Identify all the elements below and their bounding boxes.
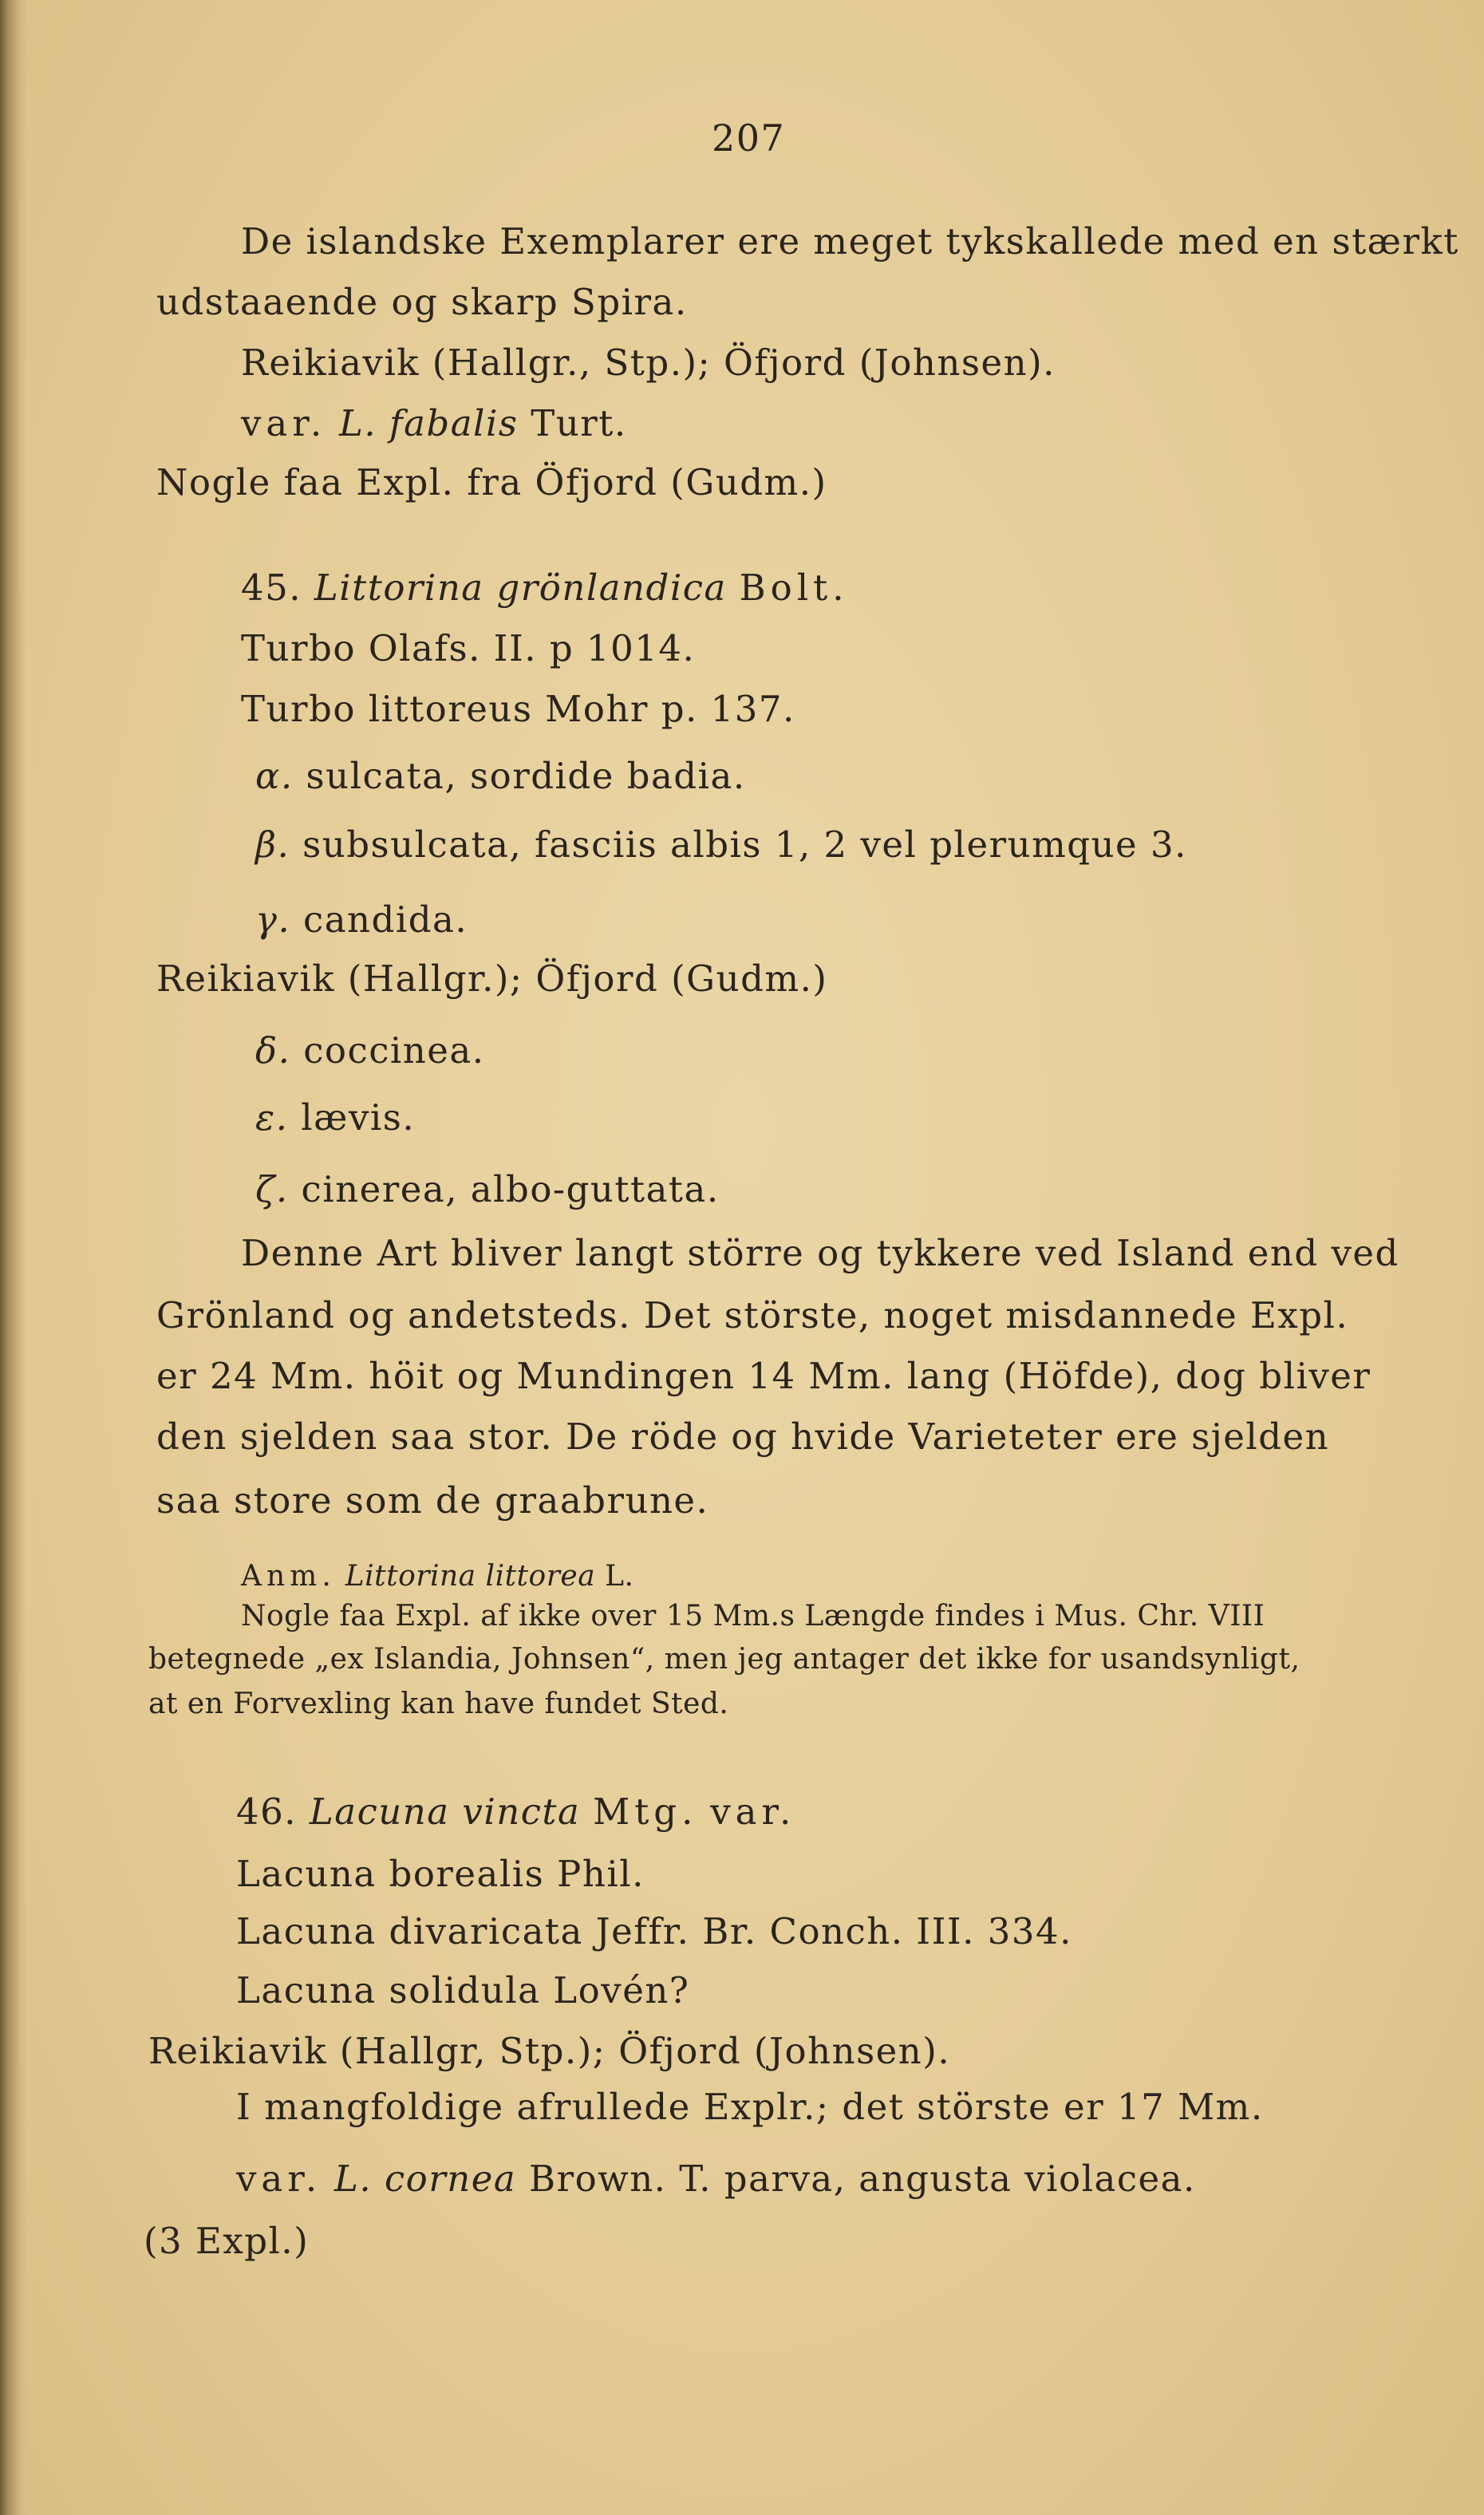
variety-line: γ. candida.	[255, 898, 468, 941]
note-line: betegnede „ex Islandia, Johnsen“, men jeg antager det ikke for usandsynligt,	[148, 1643, 1300, 1676]
page-number: 207	[712, 116, 786, 160]
text-line: De islandske Exemplarer ere meget tykskallede med en stærkt	[241, 220, 1459, 263]
text-line: Reikiavik (Hallgr, Stp.); Öfjord (Johnsen).	[148, 2030, 951, 2072]
text-line: Denne Art bliver langt större og tykkere ved Island end ved	[241, 1232, 1399, 1274]
text-line: saa store som de graabrune.	[156, 1479, 709, 1522]
note-line: at en Forvexling kan have fundet Sted.	[148, 1688, 729, 1720]
variety-line: ζ. cinerea, albo-guttata.	[255, 1168, 720, 1210]
text-line: udstaaende og skarp Spira.	[156, 281, 688, 323]
variety-line: α. sulcata, sordide badia.	[255, 755, 746, 797]
note-line: Nogle faa Expl. af ikke over 15 Mm.s Længde findes i Mus. Chr. VIII	[241, 1600, 1265, 1633]
text-line: Reikiavik (Hallgr.); Öfjord (Gudm.)	[156, 957, 828, 1000]
text-line: Reikiavik (Hallgr., Stp.); Öfjord (Johnsen).	[241, 342, 1056, 384]
text-line: Grönland og andetsteds. Det störste, noget misdannede Expl.	[156, 1294, 1349, 1336]
page-binding-edge	[0, 0, 27, 2515]
note-heading: Anm. Littorina littorea L.	[241, 1560, 634, 1593]
species-heading: 46. Lacuna vincta Mtg. var.	[236, 1791, 796, 1833]
text-line: Lacuna borealis Phil.	[236, 1853, 645, 1895]
text-line: Lacuna solidula Lovén?	[236, 1969, 690, 2012]
text-line: var. L. cornea Brown. T. parva, angusta violacea.	[236, 2158, 1196, 2200]
text-line: var. L. fabalis Turt.	[241, 402, 627, 444]
text-line: I mangfoldige afrullede Explr.; det störste er 17 Mm.	[236, 2086, 1264, 2128]
species-heading: 45. Littorina grönlandica Bolt.	[241, 567, 849, 609]
variety-line: δ. coccinea.	[255, 1029, 485, 1072]
text-line: Turbo Olafs. II. p 1014.	[241, 627, 696, 669]
text-line: Lacuna divaricata Jeffr. Br. Conch. III. 334.	[236, 1910, 1072, 1952]
text-line: Nogle faa Expl. fra Öfjord (Gudm.)	[156, 461, 827, 503]
text-line: den sjelden saa stor. De röde og hvide Varieteter ere sjelden	[156, 1415, 1330, 1458]
text-line: er 24 Mm. höit og Mundingen 14 Mm. lang (Höfde), dog bliver	[156, 1355, 1372, 1397]
variety-line: β. subsulcata, fasciis albis 1, 2 vel plerumque 3.	[255, 823, 1187, 866]
text-line: (3 Expl.)	[144, 2220, 310, 2262]
text-line: Turbo littoreus Mohr p. 137.	[241, 688, 795, 730]
variety-line: ε. lævis.	[255, 1096, 416, 1139]
